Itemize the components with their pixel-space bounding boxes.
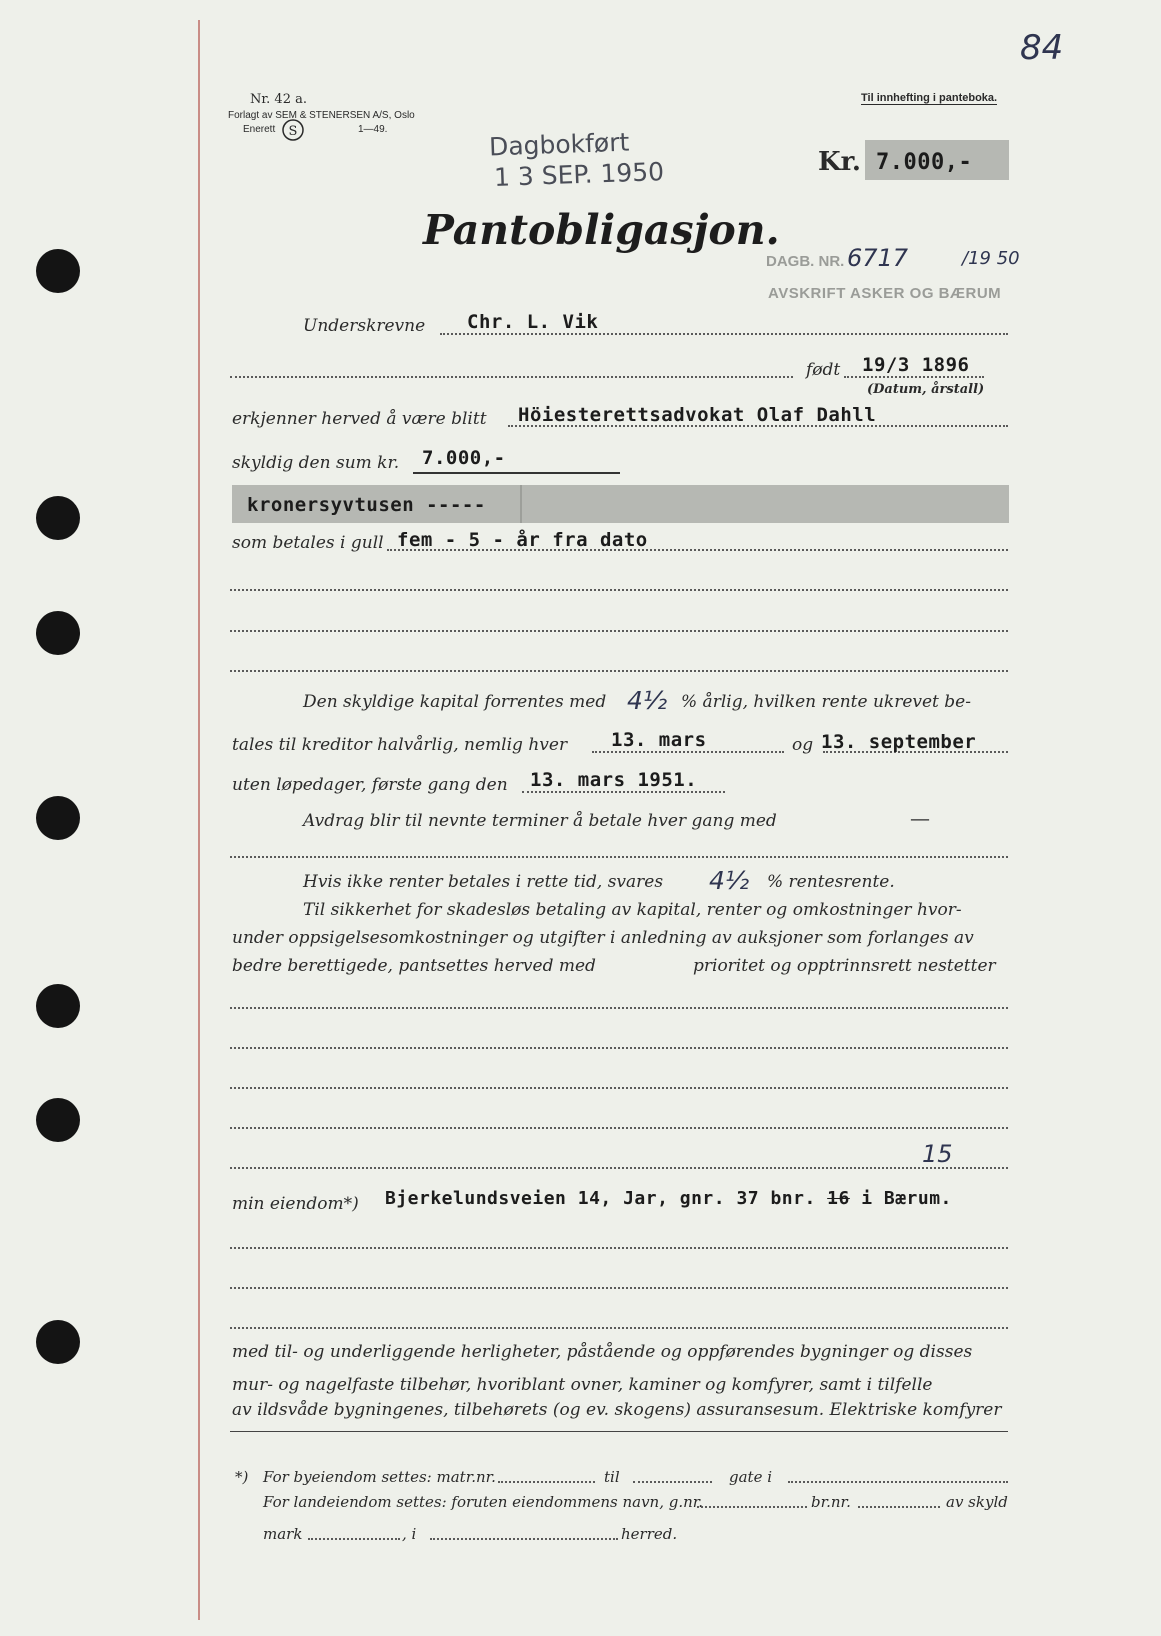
fill-line xyxy=(230,856,1008,858)
security-line-3a: bedre berettigede, pantsettes herved med xyxy=(232,956,596,976)
fill-line xyxy=(633,1481,712,1483)
interest-text-3: tales til kreditor halvårlig, nemlig hver xyxy=(232,735,568,755)
payment-value: fem - 5 - år fra dato xyxy=(397,529,648,551)
punch-hole xyxy=(36,1098,80,1142)
payment-label: som betales i gull xyxy=(232,533,384,553)
fill-line xyxy=(230,1007,1008,1009)
fill-line xyxy=(498,1481,595,1483)
fill-line xyxy=(858,1506,940,1508)
creditor-value: Höiesterettsadvokat Olaf Dahll xyxy=(518,404,877,426)
footnote-city-label: For byeiendom settes: matr.nr. xyxy=(263,1468,496,1486)
interest-text-2: % årlig, hvilken rente ukrevet be- xyxy=(681,692,971,712)
fill-line xyxy=(230,630,1008,632)
og-label: og xyxy=(792,735,814,755)
copyright-line: Enerett xyxy=(243,124,276,135)
punch-hole xyxy=(36,611,80,655)
security-line-1: Til sikkerhet for skadesløs betaling av kapital, renter og omkostninger hvor- xyxy=(303,900,962,920)
interest-date-1: 13. mars xyxy=(611,729,707,751)
margin-rule xyxy=(198,20,200,1620)
late-rate: 4½ xyxy=(709,866,750,895)
sum-label: skyldig den sum kr. xyxy=(232,453,400,473)
installment-value: — xyxy=(910,806,930,830)
closing-line-1: med til- og underliggende herligheter, påstående og oppførendes bygninger og disses xyxy=(232,1342,973,1362)
fill-line xyxy=(230,376,793,378)
fill-line xyxy=(230,1127,1008,1129)
punch-hole xyxy=(36,984,80,1028)
property-correction: 15 xyxy=(922,1140,953,1168)
fill-line xyxy=(230,1167,1008,1169)
fill-line xyxy=(844,376,984,378)
sum-value: 7.000,- xyxy=(422,447,506,469)
interest-rate: 4½ xyxy=(627,686,668,715)
print-code: 1—49. xyxy=(358,124,388,135)
closing-line-3: av ildsvåde bygningenes, tilbehørets (og ev. skogens) assuransesum. Elektriske komfyrer xyxy=(232,1400,1002,1420)
dagb-year: /19 50 xyxy=(962,248,1020,269)
footnote-skyld: av skyld xyxy=(946,1493,1008,1511)
footnote-til: til xyxy=(604,1468,620,1486)
footnote-brnr: br.nr. xyxy=(811,1493,851,1511)
born-label: født xyxy=(806,360,841,380)
footnote-herred: herred. xyxy=(621,1525,678,1543)
property-value-part-1: Bjerkelundsveien 14, Jar, gnr. 37 bnr. xyxy=(385,1188,816,1209)
publisher-line: Forlagt av SEM & STENERSEN A/S, Oslo xyxy=(228,110,415,121)
dagb-nr-label: DAGB. NR. xyxy=(766,253,845,270)
binding-note: Til innhefting i panteboka. xyxy=(861,92,998,104)
fill-line xyxy=(230,1047,1008,1049)
fill-line xyxy=(308,1538,400,1540)
punch-hole xyxy=(36,496,80,540)
sum-words: kronersyvtusen ----- xyxy=(247,494,486,516)
fill-line xyxy=(522,791,725,793)
fill-line xyxy=(230,1287,1008,1289)
interest-date-2: 13. september xyxy=(821,731,977,753)
punch-hole xyxy=(36,249,80,293)
closing-line-2: mur- og nagelfaste tilbehør, hvoriblant ovner, kaminer og komfyrer, samt i tilfelle xyxy=(232,1375,933,1395)
fill-line xyxy=(230,1247,1008,1249)
punch-hole xyxy=(36,796,80,840)
fill-line xyxy=(788,1481,1008,1483)
security-line-3b: prioritet og opptrinnsrett nestetter xyxy=(693,956,996,976)
copy-stamp: AVSKRIFT ASKER OG BÆRUM xyxy=(768,285,1002,302)
interest-text-5: Avdrag blir til nevnte terminer å betale hver gang med xyxy=(303,811,777,831)
separator-line xyxy=(230,1431,1008,1432)
interest-text-7: % rentesrente. xyxy=(767,872,895,892)
struck-number: 16 xyxy=(827,1188,850,1209)
punch-hole xyxy=(36,1320,80,1364)
footnote-mark: mark xyxy=(263,1525,303,1543)
dagbok-stamp-date: 1 3 SEP. 1950 xyxy=(493,157,665,192)
interest-text-4: uten løpedager, første gang den xyxy=(232,775,508,795)
security-line-2: under oppsigelsesomkostninger og utgifter i anledning av auksjoner som forlanges av xyxy=(232,928,974,948)
first-date: 13. mars 1951. xyxy=(530,769,698,791)
svg-text:S: S xyxy=(288,124,298,139)
fill-line xyxy=(592,751,784,753)
page-number: 84 xyxy=(1020,28,1064,68)
born-hint: (Datum, årstall) xyxy=(867,382,985,397)
born-value: 19/3 1896 xyxy=(862,354,970,376)
fill-line xyxy=(230,589,1008,591)
footnote-land-label: For landeiendom settes: foruten eiendommens navn, g.nr. xyxy=(263,1493,704,1511)
interest-text-6: Hvis ikke renter betales i rette tid, svares xyxy=(303,872,664,892)
amount-label: Kr. xyxy=(818,147,861,177)
interest-text-1: Den skyldige kapital forrentes med xyxy=(303,692,607,712)
property-label: min eiendom*) xyxy=(232,1194,359,1214)
fill-line xyxy=(230,1087,1008,1089)
publisher-logo-icon xyxy=(281,118,305,142)
dagb-nr-value: 6717 xyxy=(847,244,909,272)
fill-line xyxy=(230,1327,1008,1329)
property-value-part-2: i Bærum. xyxy=(861,1188,952,1209)
fill-line xyxy=(430,1538,618,1540)
fill-line xyxy=(230,670,1008,672)
dagbok-stamp-label: Dagbokført xyxy=(488,127,630,162)
box-divider xyxy=(520,485,522,523)
footnote-i: , i xyxy=(402,1525,417,1543)
sum-underline xyxy=(413,472,620,474)
undersigned-label: Underskrevne xyxy=(303,316,426,336)
amount-value: 7.000,- xyxy=(876,150,973,175)
creditor-label: erkjenner herved å være blitt xyxy=(232,409,487,429)
undersigned-value: Chr. L. Vik xyxy=(467,311,599,333)
fill-line xyxy=(697,1506,807,1508)
document-title: Pantobligasjon. xyxy=(423,206,780,254)
footnote-gate: gate i xyxy=(729,1468,773,1486)
fill-line xyxy=(440,333,1008,335)
property-value xyxy=(385,1188,952,1209)
footnote-marker: *) xyxy=(235,1468,249,1486)
form-number: Nr. 42 a. xyxy=(250,92,307,107)
